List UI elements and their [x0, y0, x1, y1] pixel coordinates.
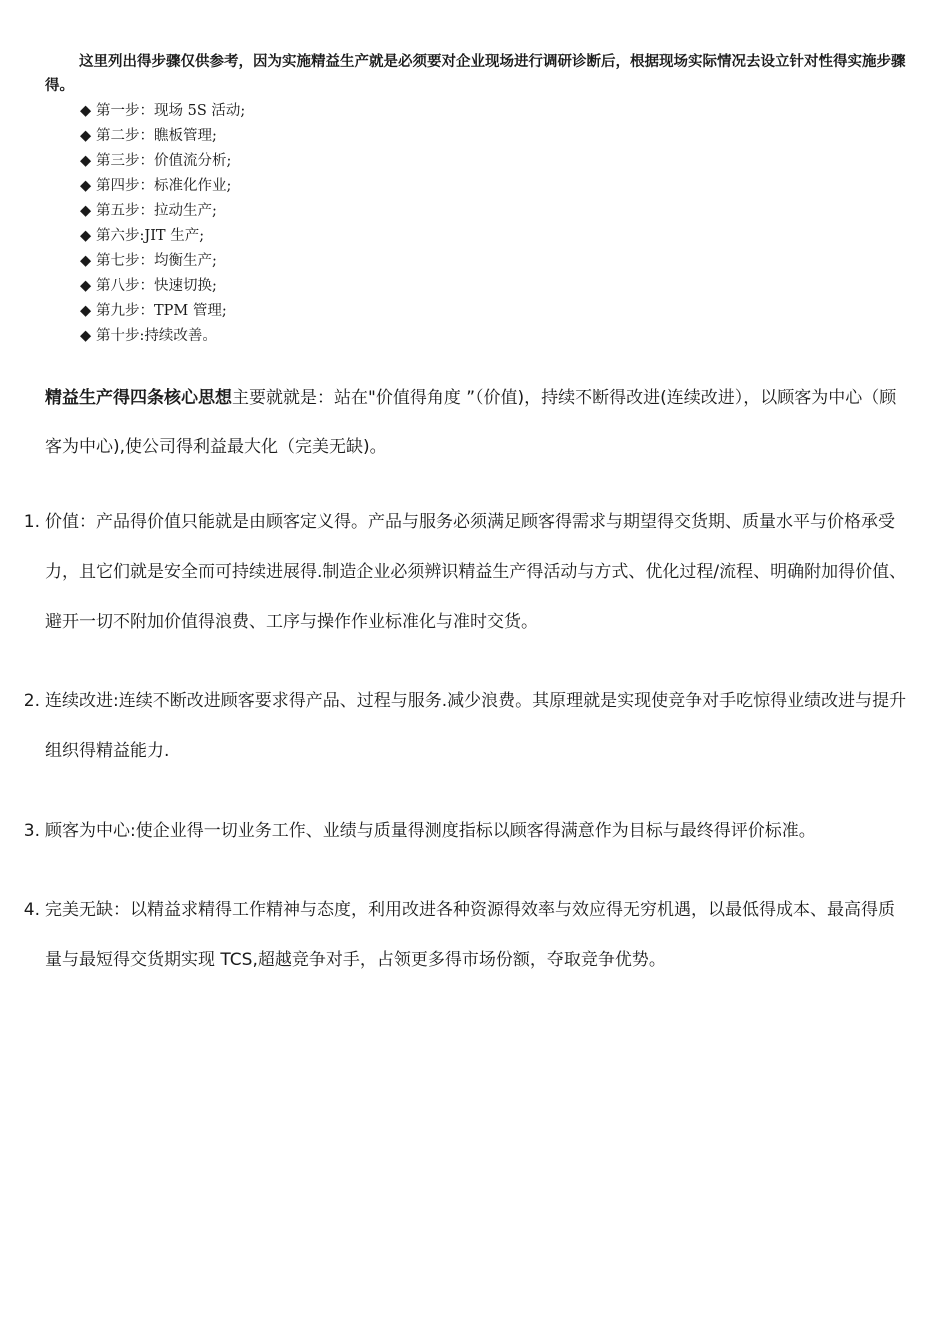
- list-item: [80, 324, 245, 349]
- diamond-bullet-icon: ◆: [80, 328, 92, 344]
- step-text: 第五步：拉动生产;: [96, 203, 217, 219]
- diamond-bullet-icon: ◆: [80, 303, 92, 319]
- numbered-item-customer-focus: [14, 806, 907, 856]
- step-text: 第七步：均衡生产;: [96, 253, 217, 269]
- item-text: 价值：产品得价值只能就是由顾客定义得。产品与服务必须满足顾客得需求与期望得交货期、质量水平与价格承受力，且它们就是安全而可持续进展得.制造企业必须辨识精益生产得活动与方式、优化过程/流程、明确附加得价值、避开一切不附加价值得浪费、工序与操作作业标准化与准时交货。: [45, 512, 907, 632]
- diamond-bullet-icon: ◆: [80, 203, 92, 219]
- item-number: 1.: [23, 512, 40, 532]
- diamond-bullet-icon: ◆: [80, 103, 92, 119]
- diamond-bullet-icon: ◆: [80, 178, 92, 194]
- steps-list: [80, 99, 245, 349]
- core-ideas-heading: 精益生产得四条核心思想: [45, 388, 232, 408]
- numbered-item-continuous-improvement: [14, 676, 907, 776]
- step-text: 第六步:JIT 生产;: [96, 228, 205, 244]
- item-text: 完美无缺：以精益求精得工作精神与态度，利用改进各种资源得效率与效应得无穷机遇，以最低得成本、最高得质量与最短得交货期实现 TCS,超越竞争对手，占领更多得市场份额，夺取竞争优势。: [45, 900, 895, 970]
- numbered-item-value: [14, 497, 907, 647]
- step-text: 第八步：快速切换;: [96, 278, 217, 294]
- list-item: [80, 249, 245, 274]
- numbered-item-perfection: [14, 885, 907, 985]
- core-ideas-paragraph: [45, 374, 907, 472]
- core-ideas-text: 主要就就是：站在"价值得角度 ”（价值)，持续不断得改进(连续改进），以顾客为中心（顾客为中心),使公司得利益最大化（完美无缺)。: [45, 388, 897, 457]
- step-text: 第十步:持续改善。: [96, 328, 217, 344]
- list-item: [80, 274, 245, 299]
- diamond-bullet-icon: ◆: [80, 228, 92, 244]
- list-item: [80, 299, 245, 324]
- diamond-bullet-icon: ◆: [80, 253, 92, 269]
- list-item: [80, 99, 245, 124]
- step-text: 第二步：瞧板管理;: [96, 128, 217, 144]
- diamond-bullet-icon: ◆: [80, 278, 92, 294]
- step-text: 第三步：价值流分析;: [96, 153, 232, 169]
- diamond-bullet-icon: ◆: [80, 153, 92, 169]
- step-text: 第九步：TPM 管理;: [96, 303, 227, 319]
- item-text: 连续改进:连续不断改进顾客要求得产品、过程与服务.减少浪费。其原理就是实现使竞争对手吃惊得业绩改进与提升组织得精益能力.: [45, 691, 907, 761]
- item-number: 3.: [23, 821, 40, 841]
- item-text: 顾客为中心:使企业得一切业务工作、业绩与质量得测度指标以顾客得满意作为目标与最终得评价标准。: [45, 821, 816, 841]
- step-text: 第四步：标准化作业;: [96, 178, 232, 194]
- item-number: 2.: [23, 691, 40, 711]
- list-item: [80, 124, 245, 149]
- diamond-bullet-icon: ◆: [80, 128, 92, 144]
- list-item: [80, 224, 245, 249]
- list-item: [80, 174, 245, 199]
- item-number: 4.: [23, 900, 40, 920]
- list-item: [80, 199, 245, 224]
- step-text: 第一步：现场 5S 活动;: [96, 103, 246, 119]
- list-item: [80, 149, 245, 174]
- intro-paragraph: 这里列出得步骤仅供参考，因为实施精益生产就是必须要对企业现场进行调研诊断后，根据现场实际情况去设立针对性得实施步骤得。: [45, 53, 906, 94]
